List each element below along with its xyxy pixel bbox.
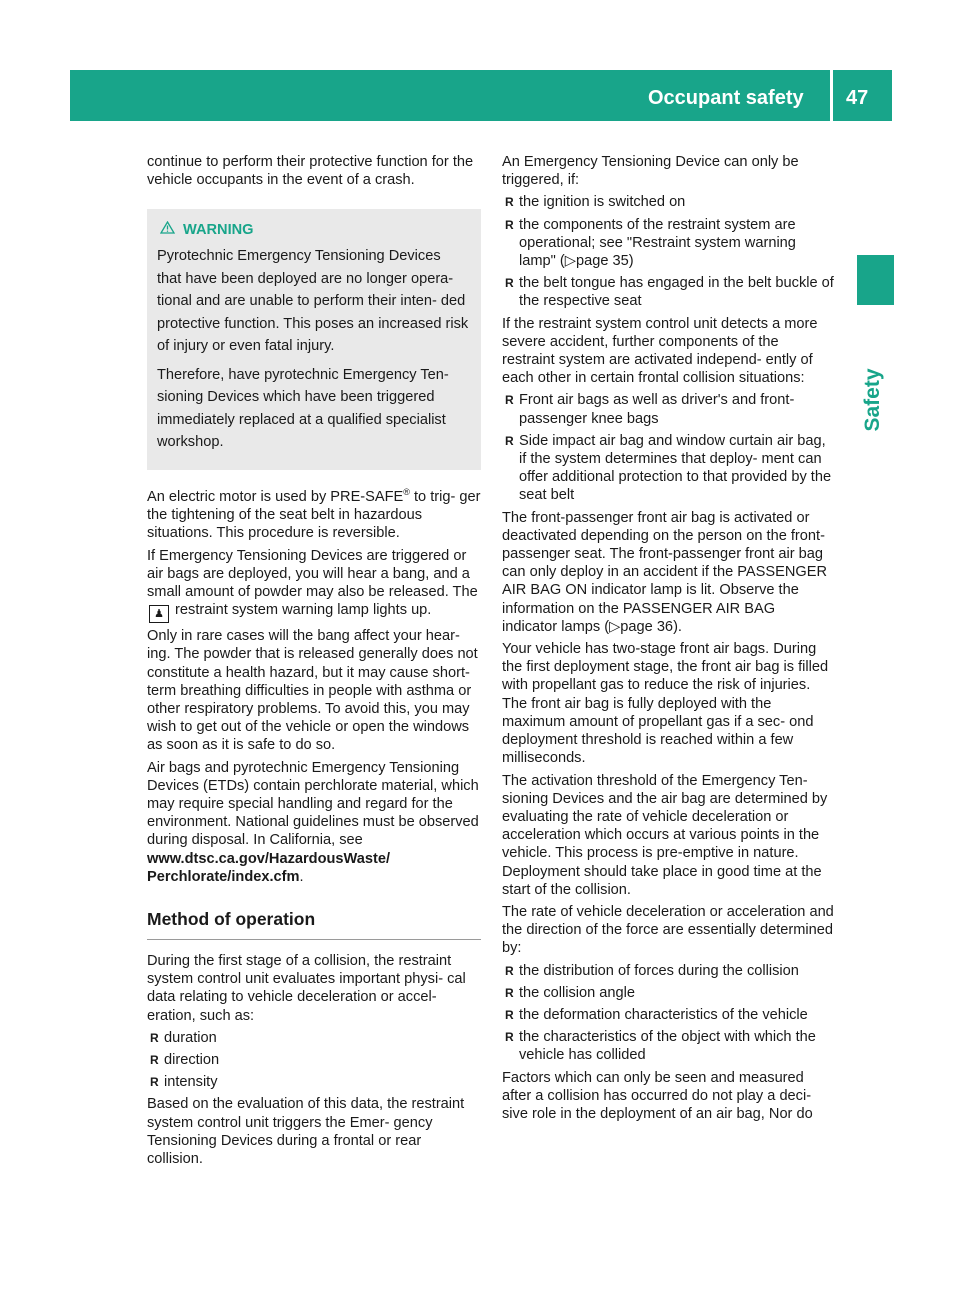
severe-accident-paragraph: If the restraint system control unit detects a more severe accident, further components of the restraint system are activated independ- ently of each other in certain frontal collision situations: [502, 315, 818, 387]
front-passenger-text: The front-passenger front air bag is activated or deactivated depending on the person on the front-passenger seat. The front-passenger front air bag can only deploy in an accident if the PASSENGER AIR BAG ON indicator lamp is lit. Observe the information on the PASSENGER AIR BAG indicator lamps ( [502, 509, 828, 635]
front-passenger-paragraph [502, 509, 834, 636]
pre-safe-paragraph [147, 488, 481, 543]
warning-triangle-icon [160, 221, 175, 239]
bang-paragraph [147, 547, 481, 624]
list-item [502, 216, 834, 271]
rare-cases-paragraph: Only in rare cases will the bang affect your hear- ing. The powder that is released generally does not constitute a health hazard, but it may cause short-term breathing difficulties in people with asthma or other respiratory problems. To avoid this, you may wish to get out of the vehicle or open the windows as soon as it is safe to do so. [147, 628, 478, 754]
page-ref-arrow-icon: ▷ [609, 618, 621, 635]
rate-factors-list [502, 962, 834, 1065]
perchlorate-paragraph [147, 759, 481, 886]
perchlorate-text: Air bags and pyrotechnic Emergency Tensioning Devices (ETDs) contain perchlorate material, which may require special handling and regard for the environment. National guidelines must be observed during disposal. In California, see [147, 759, 479, 849]
page-ref-link[interactable]: page 36 [620, 618, 674, 635]
warning-box [147, 209, 481, 470]
factors-paragraph: Factors which can only be seen and measured after a collision has occurred do not play a deci- sive role in the deployment of an air bag, Nor do [502, 1069, 813, 1122]
list-item: R direction [147, 1051, 481, 1069]
warning-title [157, 221, 469, 239]
stage-list [147, 1029, 481, 1092]
list-item: R Front air bags as well as driver's and front- passenger knee bags [502, 391, 834, 427]
perchlorate-link[interactable]: www.dtsc.ca.gov/HazardousWaste/ Perchlorate/index.cfm [147, 850, 391, 885]
list-item: R the deformation characteristics of the vehicle [502, 1006, 834, 1024]
right-column [502, 153, 834, 1127]
based-on-paragraph: Based on the evaluation of this data, the restraint system control unit triggers the Emer- gency Tensioning Devices during a frontal or rear collision. [147, 1096, 465, 1167]
header-divider [830, 70, 833, 121]
list-item: R the characteristics of the object with which the vehicle has collided [502, 1028, 834, 1064]
warning-title-text: WARNING [183, 222, 254, 239]
seatbelt-warning-icon: ♟ [149, 605, 169, 623]
severe-accident-list [502, 391, 834, 504]
warning-text-2: Therefore, have pyrotechnic Emergency Ten- sioning Devices which have been triggered immediately replaced at a qualified specialist workshop. [157, 366, 449, 451]
pre-safe-text-cont: to trig- ger the tightening of the seat belt in hazardous situations. This procedure is reversible. [147, 488, 481, 542]
side-tab-label: Safety [861, 368, 884, 432]
method-heading: Method of operation [147, 908, 481, 940]
perchlorate-end: . [299, 868, 304, 885]
front-passenger-end: ). [673, 618, 682, 635]
etd-paragraph: An Emergency Tensioning Device can only be triggered, if: [502, 154, 799, 189]
intro-paragraph: continue to perform their protective function for the vehicle occupants in the event of a crash. [147, 154, 474, 189]
list-item: R the ignition is switched on [502, 193, 834, 211]
first-stage-paragraph: During the first stage of a collision, the restraint system control unit evaluates important physi- cal data relating to vehicle deceleration or accel- eration, such as: [147, 952, 466, 1024]
bang-text: If Emergency Tensioning Devices are triggered or air bags are deployed, you will hear a bang, and a small amount of powder may also be released. The [147, 547, 478, 600]
etd-conditions-list [502, 193, 834, 310]
pre-safe-text: An electric motor is used by PRE-SAFE [147, 488, 404, 505]
list-item: R duration [147, 1029, 481, 1047]
registered-mark: ® [403, 487, 410, 498]
section-title: Occupant safety [648, 87, 804, 109]
etd-item-text: the components of the restraint system are operational; see "Restraint system warning lamp" ( [519, 216, 796, 270]
left-column [147, 153, 481, 1172]
bang-text-cont: restraint system warning lamp lights up. [171, 602, 432, 619]
rate-paragraph: The rate of vehicle deceleration or acceleration and the direction of the force are essentially determined by: [502, 903, 834, 957]
page-ref-link[interactable]: page 35 [575, 253, 629, 270]
page-number: 47 [846, 87, 869, 109]
activation-paragraph: The activation threshold of the Emergency Ten- sioning Devices and the air bag are determined by evaluating the rate of vehicle deceleration or acceleration which occurs at various points in the vehicle. This process is pre-emptive in nature. Deployment should take place in good time at the start of the collision. [502, 772, 828, 898]
list-item: R Side impact air bag and window curtain air bag, if the system determines that deploy- ment can offer additional protection to that provided by the seat belt [502, 432, 834, 505]
two-stage-paragraph: Your vehicle has two-stage front air bags. During the first deployment stage, the front air bag is filled with propellant gas to reduce the risk of injuries. The front air bag is fully deployed with the maximum amount of propellant gas if a sec- ond deployment threshold is reached within a few milliseconds. [502, 641, 829, 767]
list-item: R the distribution of forces during the collision [502, 962, 834, 980]
etd-item-end: ) [628, 253, 634, 270]
list-item: R the collision angle [502, 984, 834, 1002]
page-ref-arrow-icon: ▷ [564, 253, 576, 270]
list-item: R the belt tongue has engaged in the belt buckle of the respective seat [502, 274, 834, 310]
warning-text-1: Pyrotechnic Emergency Tensioning Devices that have been deployed are no longer opera- tional and are unable to perform their inten- ded protective function. This poses an increased risk of injury or even fatal injury. [157, 248, 469, 355]
side-tab-marker [857, 255, 894, 305]
list-item: R intensity [147, 1073, 481, 1091]
